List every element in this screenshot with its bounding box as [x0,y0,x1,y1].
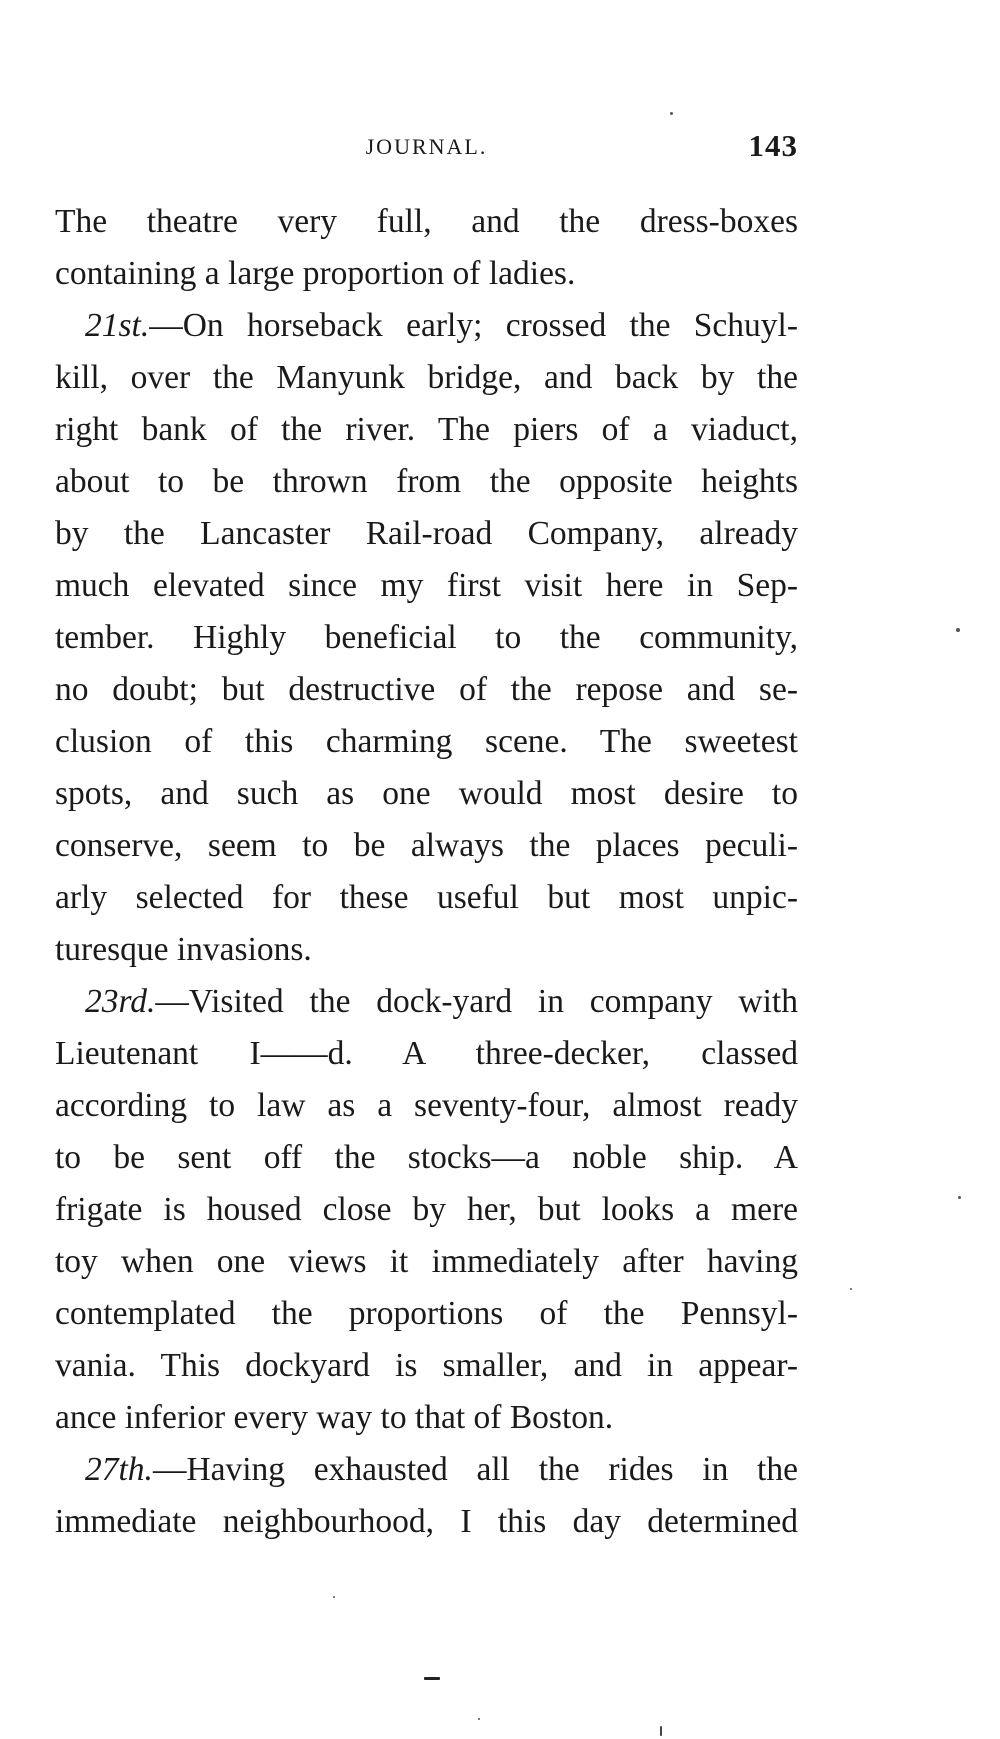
scan-speck [424,1677,440,1680]
scan-speck [670,112,673,115]
running-title: JOURNAL. [365,134,488,159]
scan-speck [958,1196,961,1199]
scan-speck [956,628,960,632]
text-line: clusion of this charming scene. The sweetest [55,723,798,760]
entry-date: 23rd. [85,983,156,1020]
text-line: The theatre very full, and the dress-boxes [55,203,798,240]
text-line: Lieutenant I——d. A three-decker, classed [55,1035,798,1072]
text-line: ance inferior every way to that of Boston. [55,1399,614,1436]
text-line: frigate is housed close by her, but looks a mere [55,1191,798,1228]
text-line: to be sent off the stocks—a noble ship. A [55,1139,798,1176]
text-line: spots, and such as one would most desire to [55,775,798,812]
scan-speck [850,1288,852,1290]
text-run: —On horseback early; crossed the Schuyl- [149,307,798,344]
running-head [55,120,798,163]
text-line: containing a large proportion of ladies. [55,255,576,292]
entry-date: 21st. [85,307,150,344]
body-text [55,196,798,1548]
text-line: toy when one views it immediately after having [55,1243,798,1280]
text-run: —Visited the dock-yard in company with [155,983,798,1020]
text-line: arly selected for these useful but most unpic- [55,879,798,916]
text-line: about to be thrown from the opposite heights [55,463,798,500]
scan-speck [478,1718,480,1720]
scan-speck [333,1596,335,1598]
text-line: much elevated since my first visit here in Sep- [55,567,798,604]
text-line: immediate neighbourhood, I this day determined [55,1503,798,1540]
text-line: tember. Highly beneficial to the community, [55,619,798,656]
text-line: conserve, seem to be always the places peculi- [55,827,798,864]
text-line: right bank of the river. The piers of a viaduct, [55,411,798,448]
text-line: kill, over the Manyunk bridge, and back by the [55,359,798,396]
text-line: vania. This dockyard is smaller, and in appear- [55,1347,798,1384]
paragraph-first-line [55,976,798,1028]
paragraph-first-line [55,1444,798,1496]
text-line: contemplated the proportions of the Pennsyl- [55,1295,798,1332]
paragraph-first-line [55,300,798,352]
text-line: according to law as a seventy-four, almost ready [55,1087,798,1124]
entry-date: 27th. [85,1451,153,1488]
text-line: by the Lancaster Rail-road Company, already [55,515,798,552]
scan-speck [660,1726,662,1736]
text-line: no doubt; but destructive of the repose and se- [55,671,798,708]
text-line: turesque invasions. [55,931,312,968]
text-run: —Having exhausted all the rides in the [152,1451,798,1488]
page-number: 143 [748,128,798,163]
